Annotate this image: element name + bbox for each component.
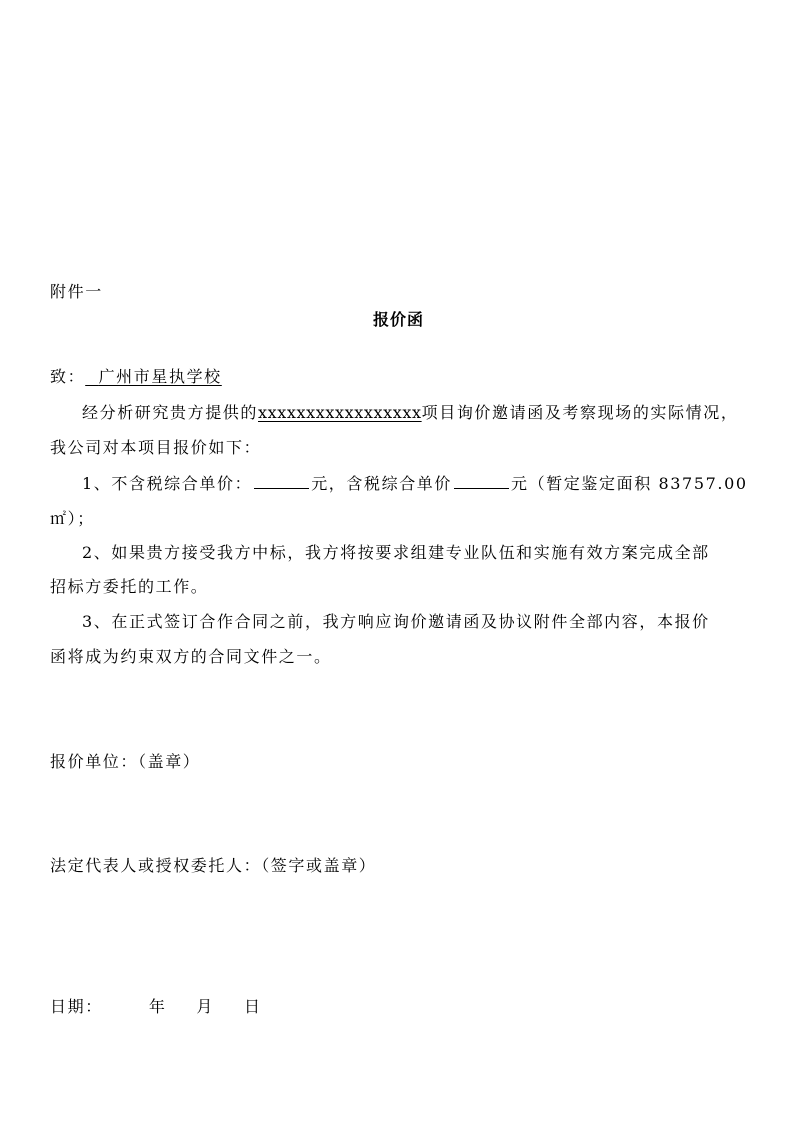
date-year: 年 [148, 997, 167, 1016]
item-3-line-1: 3、在正式签订合作合同之前，我方响应询价邀请函及协议附件全部内容，本报价 [82, 612, 710, 631]
item1-mid: 元，含税综合单价 [311, 474, 452, 493]
price-excl-tax-blank [254, 473, 309, 489]
date-month: 月 [196, 997, 215, 1016]
legal-representative-label: 法定代表人或授权委托人：（签字或盖章） [50, 856, 377, 875]
attachment-label: 附件一 [50, 282, 103, 301]
para1-suffix: 项目询价邀请函及考察现场的实际情况， [421, 403, 739, 422]
item-1-line-2: ㎡）； [50, 509, 95, 528]
item1-prefix: 1、不含税综合单价： [82, 474, 253, 493]
item-2-line-2: 招标方委托的工作。 [50, 577, 209, 596]
paragraph-1-line-1 [82, 403, 738, 423]
date-label: 日期： [50, 997, 103, 1016]
para1-prefix: 经分析研究贵方提供的 [82, 403, 259, 422]
item-3-line-2: 函将成为约束双方的合同文件之一。 [50, 647, 332, 666]
price-incl-tax-blank [454, 473, 509, 489]
item-2-line-1: 2、如果贵方接受我方中标，我方将按要求组建专业队伍和实施有效方案完成全部 [82, 543, 710, 562]
quote-unit-label: 报价单位：（盖章） [50, 752, 201, 771]
date-day: 日 [244, 997, 262, 1016]
item1-suffix: 元（暂定鉴定面积 83757.00 [511, 474, 748, 493]
item-1-line-1 [82, 473, 748, 494]
project-name: xxxxxxxxxxxxxxxxx [258, 403, 422, 422]
to-prefix: 致： [50, 367, 86, 386]
recipient-line [50, 367, 222, 387]
paragraph-1-line-2: 我公司对本项目报价如下： [50, 438, 262, 457]
recipient-name: 广州市星执学校 [98, 367, 222, 386]
date-line [50, 997, 262, 1017]
document-title: 报价函 [373, 310, 425, 329]
